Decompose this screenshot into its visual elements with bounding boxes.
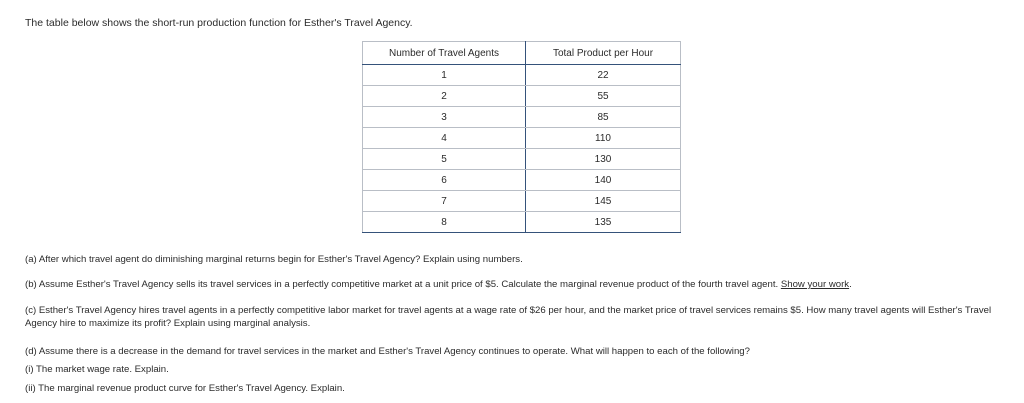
column-header-total-product: Total Product per Hour (526, 42, 681, 65)
column-header-travel-agents: Number of Travel Agents (363, 42, 526, 65)
agents-cell: 2 (363, 86, 526, 107)
total-product-cell: 145 (526, 191, 681, 212)
table-row (363, 128, 681, 149)
question-c: (c) Esther's Travel Agency hires travel agents in a perfectly competitive labor market for travel agents at a wage rate of $26 per hour, and the market price of travel services remains $5. How many travel agents will Esther's Travel Agency hire to maximize its profit? Explain using marginal analysis. (25, 305, 992, 329)
intro-text: The table below shows the short-run production function for Esther's Travel Agency. (25, 17, 413, 29)
question-a: (a) After which travel agent do diminishing marginal returns begin for Esther's Travel Agency? Explain using numbers. (25, 254, 523, 265)
agents-cell: 5 (363, 149, 526, 170)
table-row (363, 149, 681, 170)
show-your-work-link[interactable]: Show your work (780, 279, 850, 290)
agents-cell: 4 (363, 128, 526, 149)
total-product-cell: 85 (526, 107, 681, 128)
table-header-row (363, 42, 681, 65)
total-product-cell: 140 (526, 170, 681, 191)
total-product-cell: 110 (526, 128, 681, 149)
table-row (363, 212, 681, 233)
production-table (362, 41, 681, 233)
question-b-end: . (849, 279, 852, 290)
question-d-i: (i) The market wage rate. Explain. (25, 364, 169, 375)
agents-cell: 7 (363, 191, 526, 212)
total-product-cell: 130 (526, 149, 681, 170)
question-b-text: (b) Assume Esther's Travel Agency sells its travel services in a perfectly competitive market at a unit price of $5. Calculate the marginal revenue product of the fourth travel agent. (25, 279, 781, 290)
total-product-cell: 55 (526, 86, 681, 107)
agents-cell: 6 (363, 170, 526, 191)
agents-cell: 3 (363, 107, 526, 128)
total-product-cell: 135 (526, 212, 681, 233)
table-row (363, 191, 681, 212)
table-row (363, 170, 681, 191)
question-b (25, 278, 852, 291)
table-row (363, 86, 681, 107)
question-d: (d) Assume there is a decrease in the demand for travel services in the market and Esther's Travel Agency continues to operate. What will happen to each of the following? (25, 346, 750, 357)
agents-cell: 1 (363, 65, 526, 86)
agents-cell: 8 (363, 212, 526, 233)
total-product-cell: 22 (526, 65, 681, 86)
table-row (363, 107, 681, 128)
question-d-ii: (ii) The marginal revenue product curve for Esther's Travel Agency. Explain. (25, 383, 345, 394)
table-row (363, 65, 681, 86)
